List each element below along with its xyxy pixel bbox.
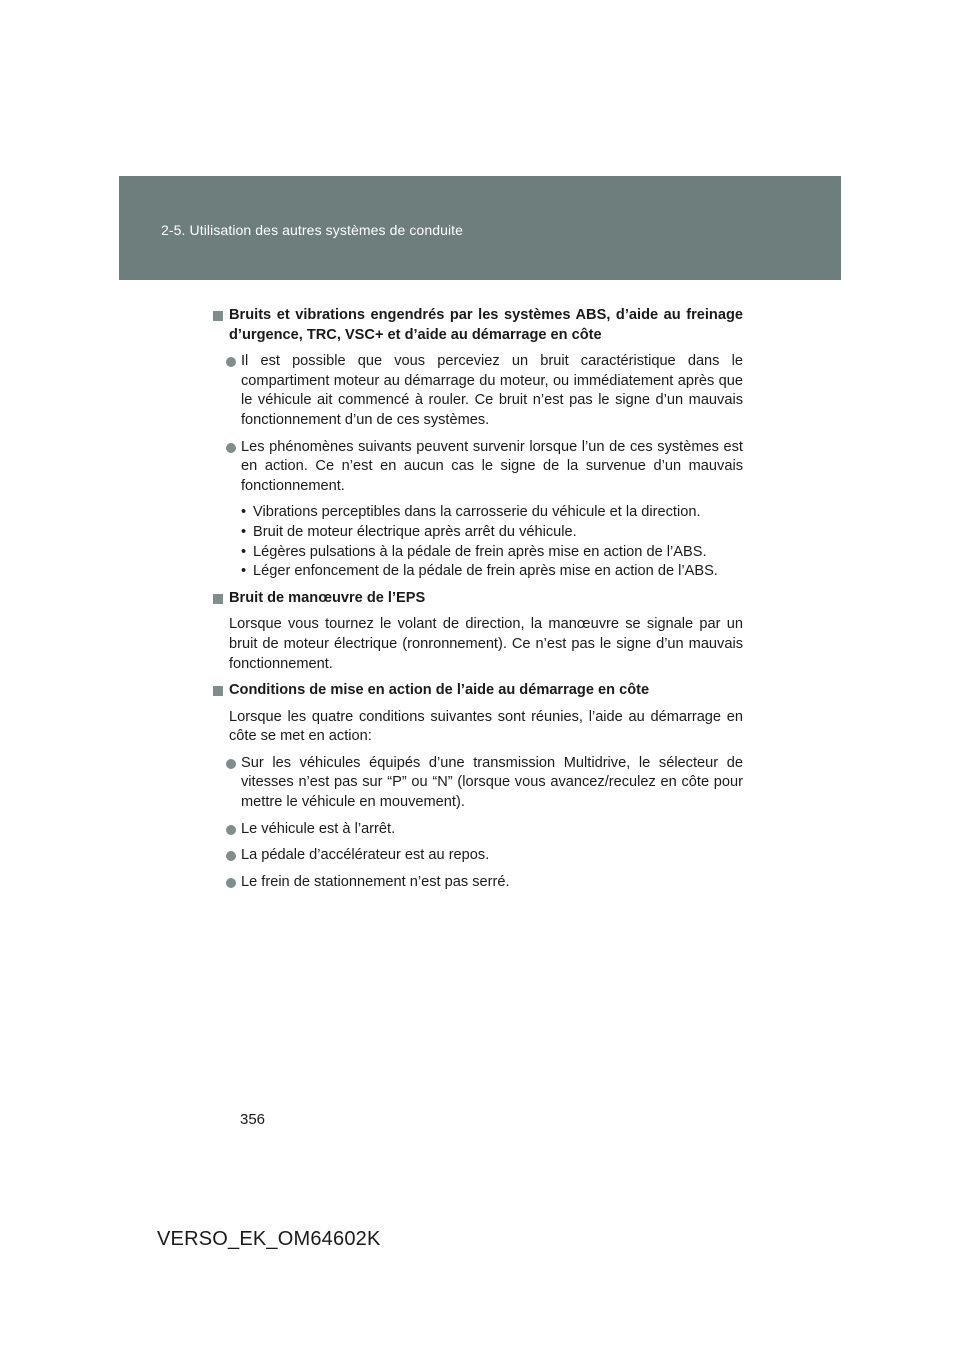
page-number: 356 bbox=[240, 1111, 266, 1128]
dot-marker-icon: • bbox=[241, 504, 247, 521]
section-heading bbox=[213, 306, 743, 345]
paragraph: Lorsque les quatre conditions suivantes sont réunies, l’aide au démarrage en côte se met en action: bbox=[229, 708, 743, 745]
sub-item-text: Bruit de moteur électrique après arrêt du véhicule. bbox=[253, 523, 577, 540]
sub-item bbox=[213, 562, 743, 582]
sub-list bbox=[213, 503, 743, 581]
circle-bullet-icon bbox=[226, 759, 236, 769]
dot-marker-icon: • bbox=[241, 523, 247, 540]
square-marker-icon bbox=[213, 686, 223, 696]
sub-item bbox=[213, 543, 743, 563]
section-heading-text: Bruit de manœuvre de l’EPS bbox=[229, 589, 426, 606]
bullet-text: La pédale d’accélérateur est au repos. bbox=[241, 847, 490, 864]
circle-bullet-icon bbox=[226, 851, 236, 861]
bullet-item bbox=[213, 438, 743, 497]
bullet-text: Le véhicule est à l’arrêt. bbox=[241, 820, 396, 837]
bullet-text: Les phénomènes suivants peuvent survenir lorsque l’un de ces systèmes est en action. Ce n’est en aucun cas le signe de la survenue d’un mauvais fonctionnement. bbox=[241, 438, 743, 494]
header-band bbox=[119, 176, 841, 280]
section-heading bbox=[213, 589, 743, 609]
circle-bullet-icon bbox=[226, 357, 236, 367]
square-marker-icon bbox=[213, 311, 223, 321]
dot-marker-icon: • bbox=[241, 543, 247, 560]
bullet-item bbox=[213, 352, 743, 430]
section-heading-text: Conditions de mise en action de l’aide au démarrage en côte bbox=[229, 682, 650, 699]
dot-marker-icon: • bbox=[241, 563, 247, 580]
sub-item bbox=[213, 503, 743, 523]
sub-item-text: Léger enfoncement de la pédale de frein après mise en action de l’ABS. bbox=[253, 563, 718, 580]
bullet-item bbox=[213, 754, 743, 813]
section-header-title: 2-5. Utilisation des autres systèmes de conduite bbox=[161, 222, 464, 238]
paragraph: Lorsque vous tournez le volant de direction, la manœuvre se signale par un bruit de moteur électrique (ronronnement). Ce n’est pas le signe d’un mauvais fonctionnement. bbox=[229, 616, 743, 672]
bullet-text: Il est possible que vous perceviez un bruit caractéristique dans le compartiment moteur au démarrage du moteur, ou immédiatement après que le véhicule ait commencé à rouler. Ce bruit n’est pas le signe d’un mauvais fonctionnement d’un de ces systèmes. bbox=[241, 353, 743, 428]
bullet-text: Sur les véhicules équipés d’une transmission Multidrive, le sélecteur de vitesses n’est pas sur “P” ou “N” (lorsque vous avancez/reculez en côte pour mettre le véhicule en mouvement). bbox=[241, 754, 743, 811]
bullet-item bbox=[213, 820, 743, 840]
square-marker-icon bbox=[213, 594, 223, 604]
page-content bbox=[213, 306, 743, 899]
sub-item-text: Légères pulsations à la pédale de frein après mise en action de l’ABS. bbox=[253, 543, 707, 560]
bullet-item bbox=[213, 873, 743, 893]
document-code: VERSO_EK_OM64602K bbox=[157, 1228, 381, 1250]
circle-bullet-icon bbox=[226, 878, 236, 888]
sub-item-text: Vibrations perceptibles dans la carrosserie du véhicule et la direction. bbox=[253, 504, 701, 521]
circle-bullet-icon bbox=[226, 825, 236, 835]
sub-item bbox=[213, 523, 743, 543]
circle-bullet-icon bbox=[226, 443, 236, 453]
section-heading-text: Bruits et vibrations engendrés par les systèmes ABS, d’aide au freinage d’urgence, TRC, VSC+ et d’aide au démarrage en côte bbox=[229, 307, 743, 343]
bullet-text: Le frein de stationnement n’est pas serré. bbox=[241, 873, 510, 890]
bullet-item bbox=[213, 846, 743, 866]
section-heading bbox=[213, 681, 743, 701]
